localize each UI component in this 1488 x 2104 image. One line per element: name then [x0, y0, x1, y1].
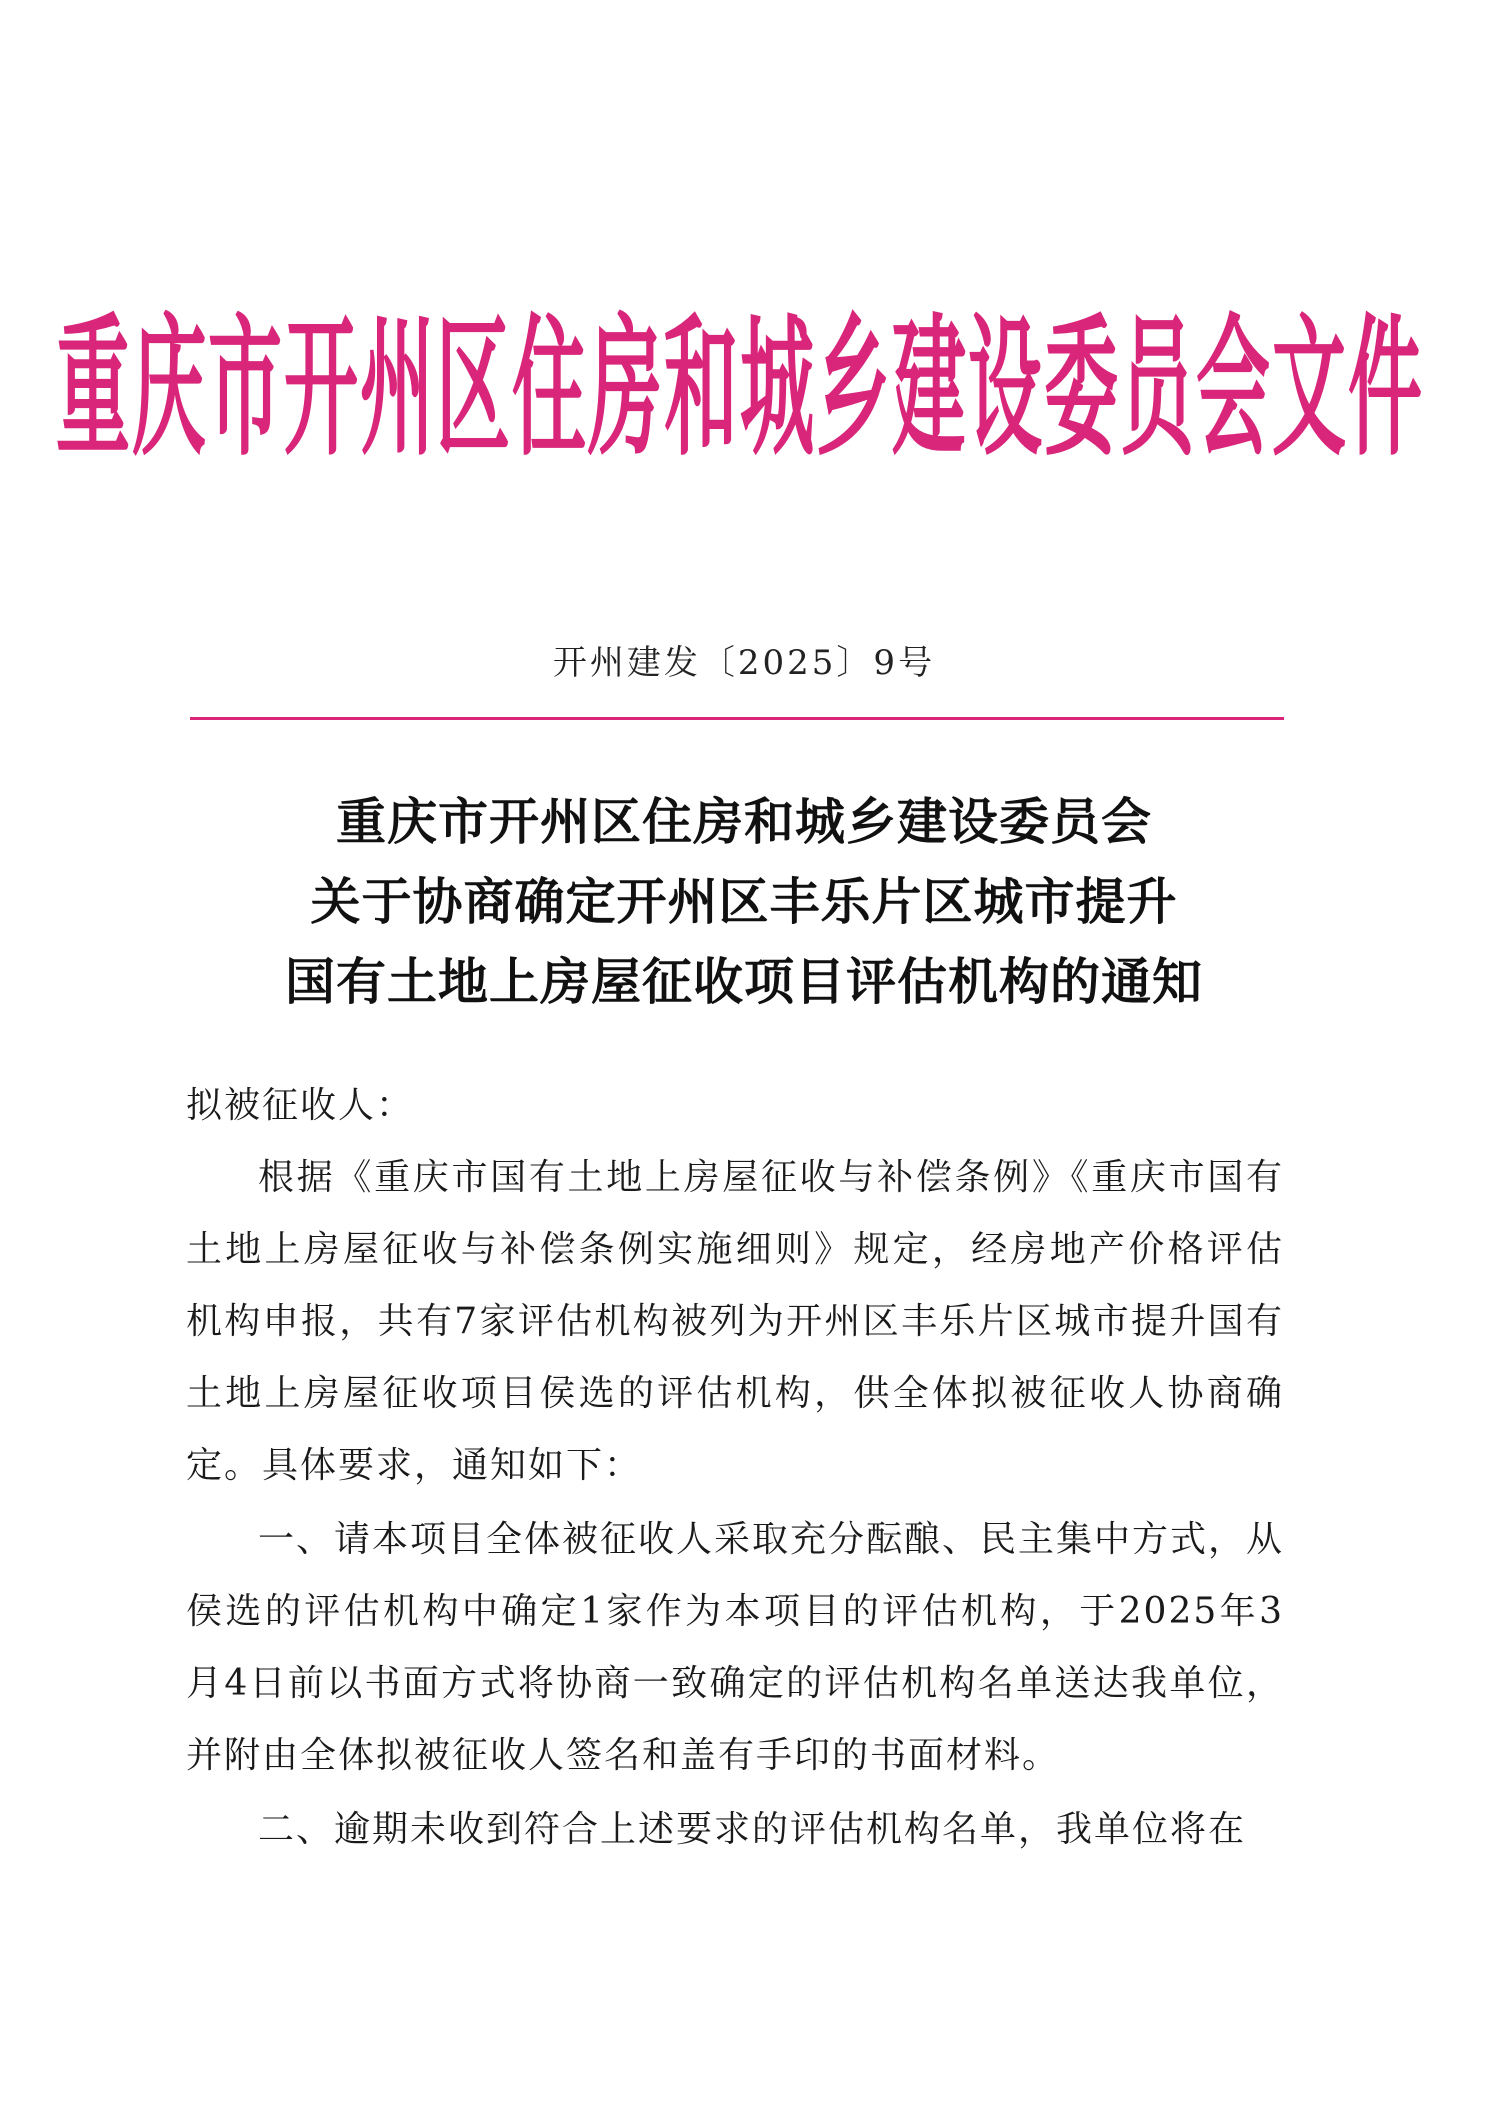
red-divider-line	[190, 717, 1284, 720]
notice-title	[0, 782, 1488, 1022]
title-line-1: 重庆市开州区住房和城乡建设委员会	[336, 793, 1152, 851]
title-line-3: 国有土地上房屋征收项目评估机构的通知	[285, 953, 1203, 1011]
paragraph-item-1: 一、请本项目全体被征收人采取充分酝酿、民主集中方式，从侯选的评估机构中确定1家作为本项目的评估机构，于2025年3月4日前以书面方式将协商一致确定的评估机构名单送达我单位，并附由全体拟被征收人签名和盖有手印的书面材料。	[186, 1519, 1285, 1776]
notice-body	[186, 1070, 1284, 1866]
paragraph-item-2: 二、逾期未收到符合上述要求的评估机构名单，我单位将在	[258, 1809, 1247, 1850]
salutation: 拟被征收人：	[186, 1085, 415, 1126]
title-line-2: 关于协商确定开州区丰乐片区城市提升	[310, 873, 1178, 931]
masthead-header	[56, 272, 1424, 482]
masthead-text: 重庆市开州区住房和城乡建设委员会文件	[56, 301, 1424, 478]
document-number: 开州建发〔2025〕9号	[552, 643, 936, 683]
paragraph-intro: 根据《重庆市国有土地上房屋征收与补偿条例》《重庆市国有土地上房屋征收与补偿条例实施细则》规定，经房地产价格评估机构申报，共有7家评估机构被列为开州区丰乐片区城市提升国有土地上房屋征收项目侯选的评估机构，供全体拟被征收人协商确定。具体要求，通知如下：	[186, 1157, 1284, 1486]
